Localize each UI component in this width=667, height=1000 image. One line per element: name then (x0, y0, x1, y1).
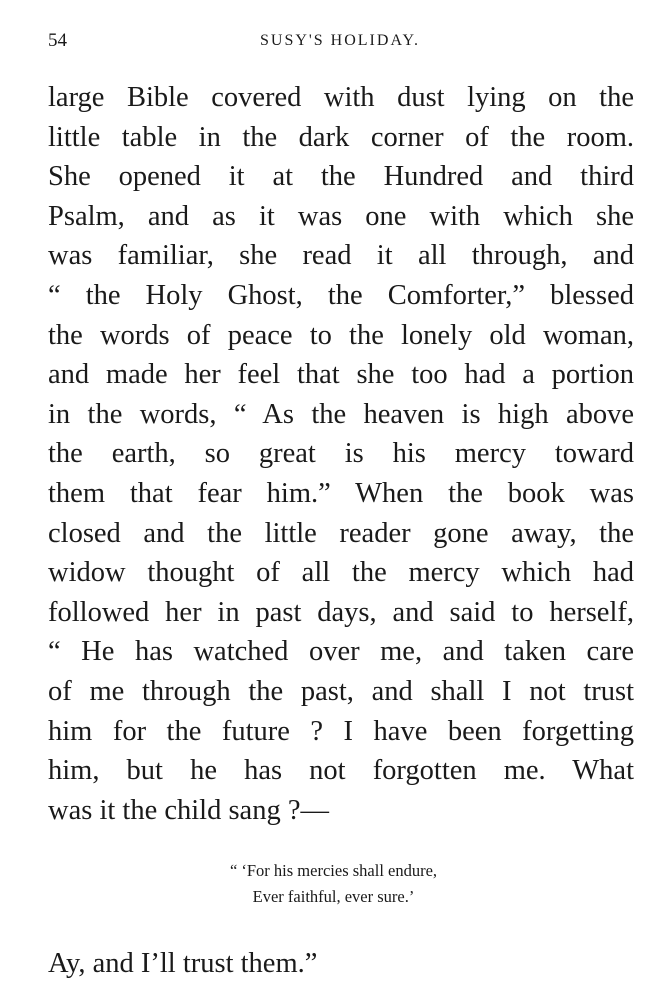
text-line: of me through the past, and shall I not trust (48, 675, 634, 707)
text-line: the words of peace to the lonely old woman, (48, 319, 634, 351)
text-line: “ He has watched over me, and taken care (48, 636, 634, 668)
text-line: followed her in past days, and said to herself, (48, 596, 634, 628)
text-line: large Bible covered with dust lying on the (48, 82, 634, 113)
body-text (48, 78, 634, 830)
text-line: was it the child sang ?— (48, 794, 329, 826)
text-line: them that fear him.” When the book was (48, 477, 634, 509)
verse-line: “ ‘For his mercies shall endure, (229, 861, 438, 880)
text-line: him for the future ? I have been forgetting (48, 715, 634, 747)
verse-quote (0, 858, 667, 910)
text-line: the earth, so great is his mercy toward (48, 438, 634, 470)
text-line: him, but he has not forgotten me. What (48, 755, 634, 787)
text-line: “ the Holy Ghost, the Comforter,” blessed (48, 279, 634, 311)
page-header (48, 30, 632, 54)
verse-line: Ever faithful, ever sure.’ (252, 887, 415, 906)
text-line: closed and the little reader gone away, the (48, 517, 634, 549)
closing-line: Ay, and I’ll trust them.” (48, 948, 318, 979)
text-line: in the words, “ As the heaven is high above (48, 398, 634, 430)
text-line: She opened it at the Hundred and third (48, 161, 634, 193)
text-line: little table in the dark corner of the room. (48, 121, 634, 153)
page-number: 54 (48, 30, 67, 51)
text-line: was familiar, she read it all through, and (48, 240, 634, 272)
text-line: Psalm, and as it was one with which she (48, 200, 634, 232)
text-line: and made her feel that she too had a portion (48, 359, 634, 391)
text-line: widow thought of all the mercy which had (48, 557, 634, 589)
running-head: SUSY'S HOLIDAY. (259, 32, 421, 49)
